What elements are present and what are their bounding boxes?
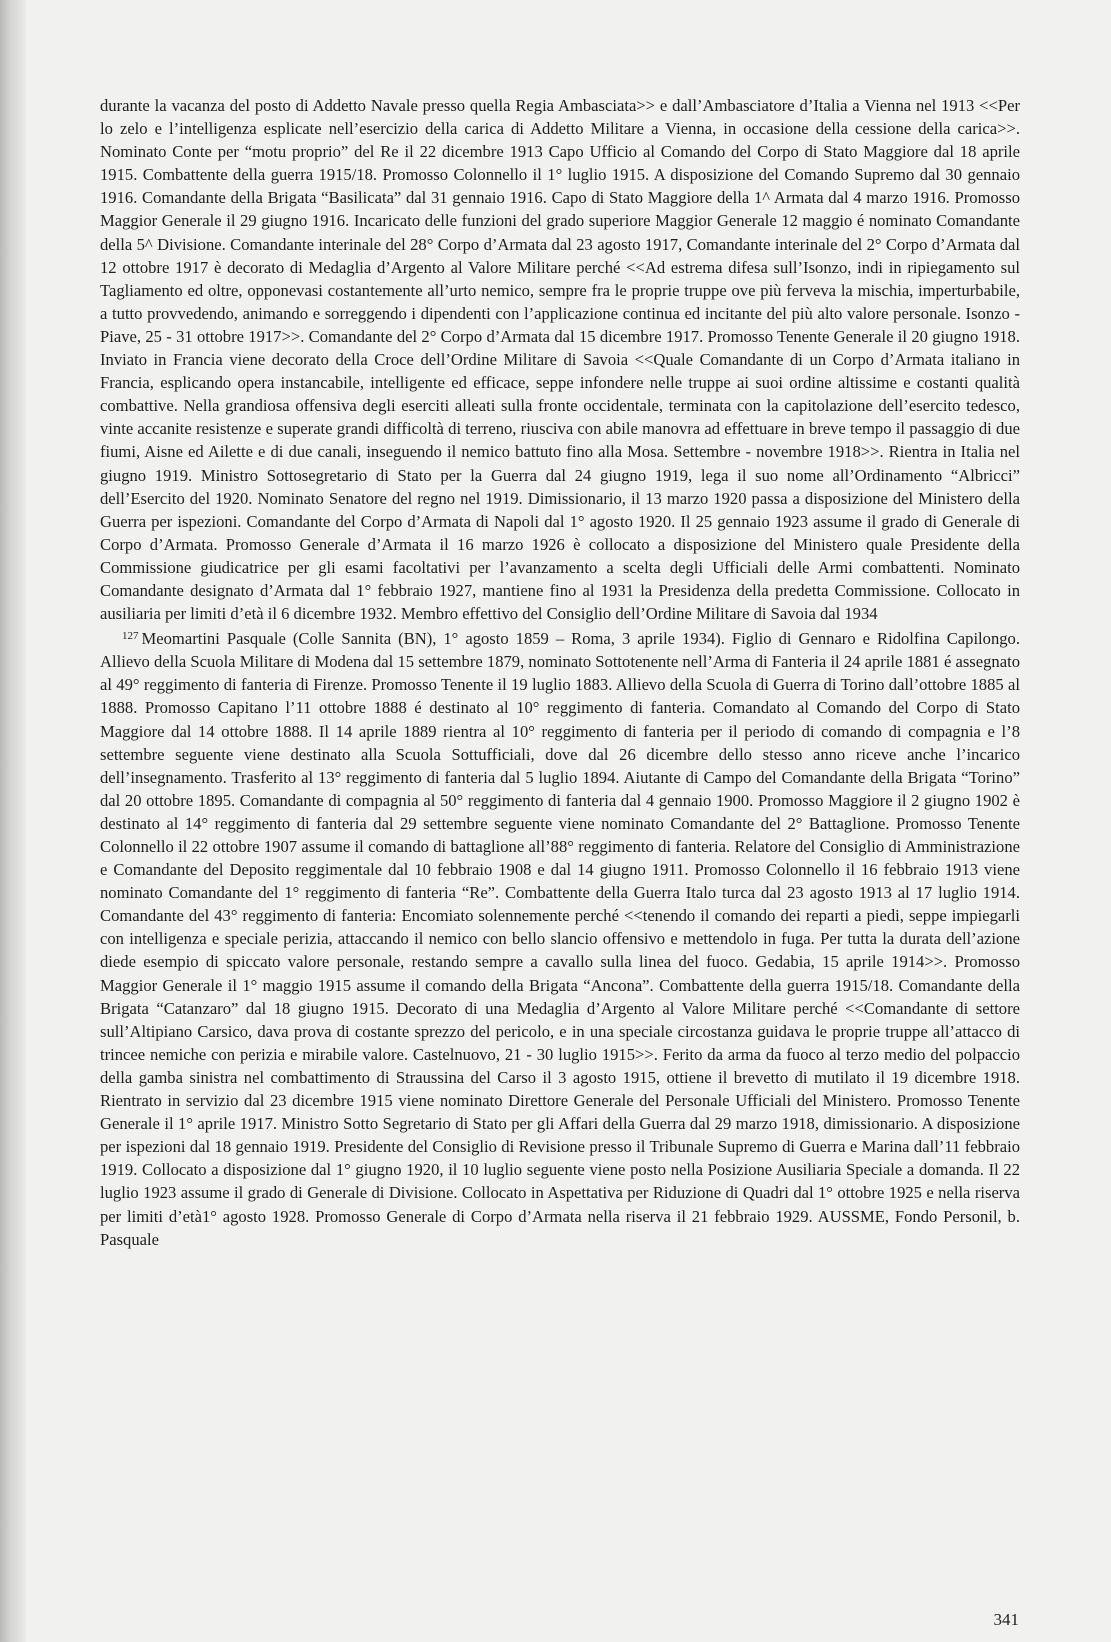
footnote-126-continuation: durante la vacanza del posto di Addetto Navale presso quella Regia Ambasciata>> e dall’Ambasciatore d’Italia a Vienna nel 1913 <<Per lo zelo e l’intelligenza esplicate nell’esercizio della carica di Addetto Militare a Vienna, in occasione della cessione della carica>>. Nominato Conte per “motu proprio” del Re il 22 dicembre 1913 Capo Ufficio al Comando del Corpo di Stato Maggiore dal 18 aprile 1915. Combattente della guerra 1915/18. Promosso Colonnello il 1° luglio 1915. A disposizione del Comando Supremo dal 30 gennaio 1916. Comandante della Brigata “Basilicata” dal 31 gennaio 1916. Capo di Stato Maggiore della 1^ Armata dal 4 marzo 1916. Promosso Maggior Generale il 29 giugno 1916. Incaricato delle funzioni del grado superiore Maggior Generale 12 maggio é nominato Comandante della 5^ Divisione. Comandante interinale del 28° Corpo d’Armata dal 23 agosto 1917, Comandante interinale del 2° Corpo d’Armata dal 12 ottobre 1917 è decorato di Medaglia d’Argento al Valore Militare perché <<Ad estrema difesa sull’Isonzo, indi in ripiegamento sul Tagliamento ed oltre, opponevasi costantemente all’urto nemico, sempre fra le proprie truppe ove più ferveva la mischia, imperturbabile, a tutto provvedendo, animando e sorreggendo i dipendenti con l’applicazione continua ed incitante del più alto valore personale. Isonzo - Piave, 25 - 31 ottobre 1917>>. Comandante del 2° Corpo d’Armata dal 15 dicembre 1917. Promosso Tenente Generale il 20 giugno 1918. Inviato in Francia viene decorato della Croce dell’Ordine Militare di Savoia <<Quale Comandante di un Corpo d’Armata italiano in Francia, esplicando opera instancabile, intelligente ed efficace, seppe infondere nelle truppe ai suoi ordine altissime e costanti qualità combattive. Nella grandiosa offensiva degli eserciti alleati sulla fronte occidentale, terminata con la capitolazione dell’esercito tedesco, vinte accanite resistenze e superate grandi difficoltà di terreno, riusciva con abile manovra ad effettuare in breve tempo il passaggio di due fiumi, Aisne ed Ailette e di due canali, inseguendo il nemico battuto fino alla Mosa. Settembre - novembre 1918>>. Rientra in Italia nel giugno 1919. Ministro Sottosegretario di Stato per la Guerra dal 24 giugno 1919, lega il suo nome all’Ordinamento “Albricci” dell’Esercito del 1920. Nominato Senatore del regno nel 1919. Dimissionario, il 13 marzo 1920 passa a disposizione del Ministero della Guerra per ispezioni. Comandante del Corpo d’Armata di Napoli dal 1° agosto 1920. Il 25 gennaio 1923 assume il grado di Generale di Corpo d’Armata. Promosso Generale d’Armata il 16 marzo 1926 è collocato a disposizione del Ministero quale Presidente della Commissione giudicatrice per gli esami facoltativi per l’avanzamento a scelta degli Ufficiali delle Armi combattenti. Nominato Comandante designato d’Armata dal 1° febbraio 1927, mantiene fino al 1931 la Presidenza della predetta Commissione. Collocato in ausiliaria per limiti d’età il 6 dicembre 1932. Membro effettivo del Consiglio dell’Ordine Militare di Savoia dal 1934	[100, 96, 1020, 624]
footnote-127-text: Meomartini Pasquale (Colle Sannita (BN), 1° agosto 1859 – Roma, 3 aprile 1934). Figlio di Gennaro e Ridolfina Capilongo. Allievo della Scuola Militare di Modena dal 15 settembre 1879, nominato Sottotenente nell’Arma di Fanteria il 24 aprile 1881 é assegnato al 49° reggimento di fanteria di Firenze. Promosso Tenente il 19 luglio 1883. Allievo della Scuola di Guerra di Torino dall’ottobre 1885 al 1888. Promosso Capitano l’11 ottobre 1888 é destinato al 10° reggimento di fanteria. Comandato al Comando del Corpo di Stato Maggiore dal 14 ottobre 1888. Il 14 aprile 1889 rientra al 10° reggimento di fanteria per il periodo di comando di compagnia e l’8 settembre seguente viene destinato alla Scuola Sottufficiali, dove dal 26 dicembre dello stesso anno riceve anche l’incarico dell’insegnamento. Trasferito al 13° reggimento di fanteria dal 5 luglio 1894. Aiutante di Campo del Comandante della Brigata “Torino” dal 20 ottobre 1895. Comandante di compagnia al 50° reggimento di fanteria dal 4 gennaio 1900. Promosso Maggiore il 2 giugno 1902 è destinato al 14° reggimento di fanteria dal 29 settembre seguente viene nominato Comandante del 2° Battaglione. Promosso Tenente Colonnello il 22 ottobre 1907 assume il comando di battaglione all’88° reggimento di fanteria. Relatore del Consiglio di Amministrazione e Comandante del Deposito reggimentale dal 10 febbraio 1908 e dal 14 giugno 1911. Promosso Colonnello il 16 febbraio 1913 viene nominato Comandante del 1° reggimento di fanteria “Re”. Combattente della Guerra Italo turca dal 23 agosto 1913 al 17 luglio 1914. Comandante del 43° reggimento di fanteria: Encomiato solennemente perché <<tenendo il comando dei reparti a piedi, seppe impiegarli con intelligenza e speciale perizia, attaccando il nemico con bello slancio offensivo e mettendolo in fuga. Per tutta la durata dell’azione diede esempio di spiccato valore personale, restando sempre a cavallo sulla linea del fuoco. Gedabia, 15 aprile 1914>>. Promosso Maggior Generale il 1° maggio 1915 assume il comando della Brigata “Ancona”. Combattente della guerra 1915/18. Comandante della Brigata “Catanzaro” dal 18 giugno 1915. Decorato di una Medaglia d’Argento al Valore Militare perché <<Comandante di settore sull’Altipiano Carsico, dava prova di costante sprezzo del pericolo, e in una speciale circostanza guidava le proprie truppe all’attacco di trincee nemiche con perizia e mirabile valore. Castelnuovo, 21 - 30 luglio 1915>>. Ferito da arma da fuoco al terzo medio del polpaccio della gamba sinistra nel combattimento di Straussina del Carso il 3 agosto 1915, ottiene il brevetto di mutilato il 19 dicembre 1918. Rientrato in servizio dal 23 dicembre 1915 viene nominato Direttore Generale del Personale Ufficiali del Ministero. Promosso Tenente Generale il 1° aprile 1917. Ministro Sotto Segretario di Stato per gli Affari della Guerra dal 29 marzo 1918, dimissionario. A disposizione per ispezioni dal 18 gennaio 1919. Presidente del Consiglio di Revisione presso il Tribunale Supremo di Guerra e Marina dall’11 febbraio 1919. Collocato a disposizione dal 1° giugno 1920, il 10 luglio seguente viene posto nella Posizione Ausiliaria Speciale a domanda. Il 22 luglio 1923 assume il grado di Generale di Divisione. Collocato in Aspettativa per Riduzione di Quadri dal 1° ottobre 1925 e nella riserva per limiti d’età1° agosto 1928. Promosso Generale di Corpo d’Armata nella riserva il 21 febbraio 1929. AUSSME, Fondo Personil, b. Pasquale	[100, 629, 1020, 1249]
page-gutter-shadow	[0, 0, 26, 1642]
page-number: 341	[993, 1610, 1019, 1629]
footnote-number: 127	[122, 630, 139, 643]
page-body	[100, 94, 1020, 1251]
footnote-127	[100, 625, 1020, 1251]
